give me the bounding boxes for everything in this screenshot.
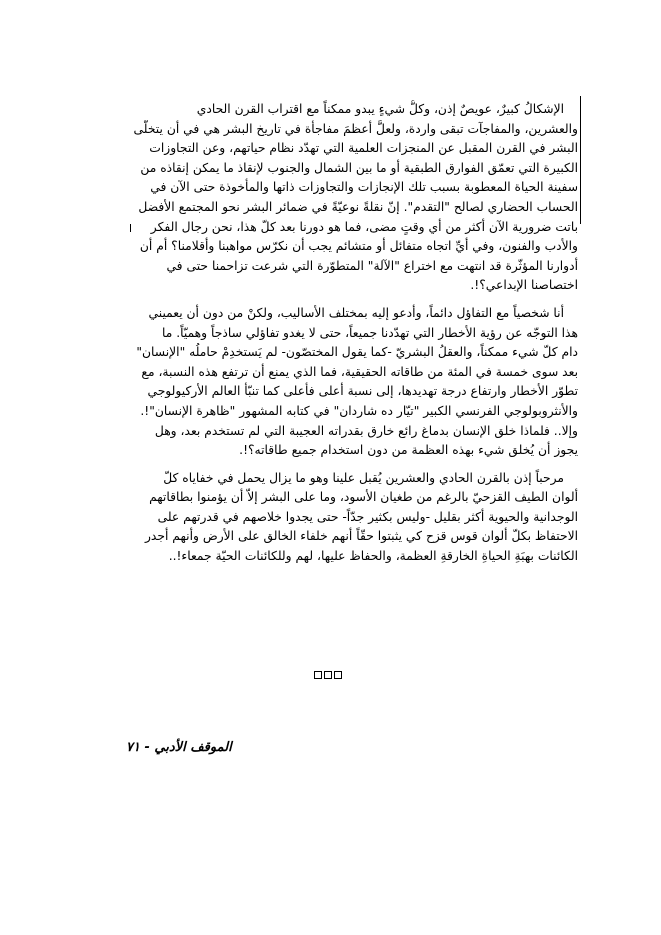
text-line: مرحباً إذن بالقرن الحادي والعشرين يُقبل علينا وهو ما يزال يحمل في خفاياه كلّ (163, 470, 564, 485)
section-end-ornament (314, 671, 342, 679)
article-body (128, 100, 578, 574)
text-line: والعشرين، والمفاجآت تبقى واردة، ولعلَّ أعظمَ مفاجأة في تاريخ البشر هي في أن يتخلّى (133, 121, 578, 136)
text-line: تطوّر الأخطار وارتفاع درجة تهديدها، إلى نسبة أعلى فأعلى كما تنبّأ العالم الأركيولوجي (147, 384, 578, 399)
text-line: هذا التوجّه عن رؤية الأخطار التي تهدّدنا جميعاً، حتى لا يغدو تفاؤلي ساذجاً وهميّاً. ما (161, 325, 578, 340)
text-line: الكبيرة التي تعمّق الفوارق الطبقية أو ما بين الشمال والجنوب لإنقاذ ما يمكن إنقاذه من (140, 160, 578, 175)
paragraph-2 (128, 304, 578, 461)
page-footer: الموقف الأدبي - ٧١ (126, 740, 232, 755)
text-line: والأدب والفنون، وفي أيِّ اتجاه متفائل أو متشائم يجب أن نكرّس مواهبنا وأقلامنا؟ أم أن (139, 239, 578, 254)
text-line: الكائنات بهبَةِ الحياةِ الخارقةِ العظمة، والحفاظ عليها، لهم وللكائنات الحيّة جمعاء!.. (168, 549, 578, 564)
text-line: أدوارنا المؤثّرة قد انتهت مع اختراع "الآلة" المتطوّرة التي شرعت تزاحمنا حتى في (166, 258, 578, 273)
square-ornament-icon (334, 671, 342, 679)
text-line: وإلا.. فلماذا خلق الإنسان بدماغ رائع خارق بقدراته العجيبة التي لم تستخدم بعد، وهل (154, 423, 578, 438)
text-line: يجوز أن يُخلق شيء بهذه العظمة من دون استخدام جميع طاقاته؟!. (239, 443, 578, 458)
text-line: باتت ضرورية الآن أكثر من أي وقتٍ مضى، فما هو دورنا بعد كلّ هذا، نحن رجال الفكر (150, 219, 578, 234)
text-line: اختصاصنا الإبداعي؟!. (470, 278, 578, 293)
margin-rule (580, 96, 581, 224)
text-line: بعد سوى خمسة في المئة من طاقاته الحقيقية، فما الذي يمنع أن ترتفع هذه النسبة، مع (141, 364, 578, 379)
text-line: ألوان الطيف القزحيّ بالرغم من طغيان الأسود، وما على البشر إلاّ أن يؤمنوا بطاقاتهم (149, 490, 578, 505)
square-ornament-icon (314, 671, 322, 679)
text-line: والأنثروبولوجي الفرنسي الكبير "تيّار ده شاردان" في كتابه المشهور "ظاهرة الإنسان"!. (140, 403, 578, 418)
text-line: سفينة الحياة المعطوبة بسبب تلك الإنجازات والتجاوزات ذاتها والمأخوذة حتى الآن في (150, 180, 578, 195)
text-line: الاحتفاظ بكلّ ألوان قوس قزح كي يثبتوا حقّاً أنهم خلفاء الخالق على الأرض وأنهم أجدر (144, 529, 578, 544)
text-line: البشر في القرن المقبل عن المنجزات العلمية التي تهدّد نظام حياتهم، وعن التجاوزات (149, 141, 578, 156)
text-line: الإشكالُ كبيرٌ، عويصٌ إذن، وكلُّ شيءٍ يبدو ممكناً مع اقتراب القرن الحادي (196, 102, 564, 116)
text-line: الوجدانية والحيوية أكثر بقليل -وليس بكثير جدّاً- حتى يجدوا خلاصهم في قدرتهم على (157, 509, 578, 524)
paragraph-1 (128, 100, 578, 296)
square-ornament-icon (324, 671, 332, 679)
text-line: الحساب الحضاري لصالح "التقدم". إنّ نقلةً نوعيّةً في ضمائر البشر نحو المجتمع الأفضل (138, 199, 578, 214)
text-line: دام كلّ شيء ممكناً، والعقلُ البشريّ -كما يقول المختصّون- لم يَستخدِمْ حاملُه "الإنسان" (136, 345, 578, 360)
text-line: أنا شخصياً مع التفاؤل دائماً، وأدعو إليه بمختلف الأساليب، ولكنْ من دون أن يعميني (148, 305, 564, 320)
paragraph-3 (128, 469, 578, 567)
